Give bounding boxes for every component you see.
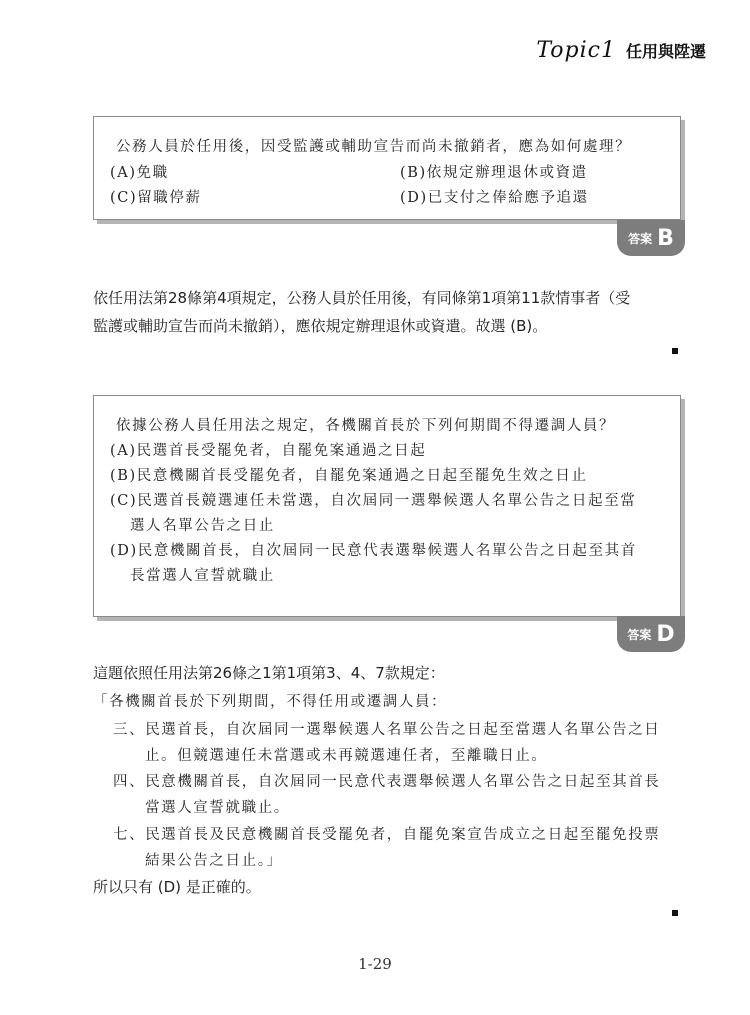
page-number: 1-29 [358,955,392,973]
explanation-1-line-1: 依任用法第28條第4項規定，公務人員於任用後，有同條第1項第11款情事者（受 [93,289,631,307]
law-item-3: 三、民選首長，自次屆同一選舉候選人名單公告之日起至當選人名單公告之日 [113,722,661,738]
question-2-stem: 依據公務人員任用法之規定，各機關首長於下列何期間不得遷調人員？ [116,418,616,434]
law-item-7: 七、民選首長及民意機關首長受罷免者，自罷免案宣告成立之日起至罷免投票 [113,827,661,843]
answer-letter: B [657,225,674,251]
q1-option-c: (C)留職停薪 [110,190,202,206]
q1-option-a: (A)免職 [110,165,169,181]
explanation-2-conclusion: 所以只有 (D) 是正確的。 [93,878,261,896]
q2-option-b: (B)民意機關首長受罷免者，自罷免案通過之日起至罷免生效之日止 [110,468,588,484]
q1-answer-tab [617,220,685,256]
chapter-title: 任用與陞遷 [625,42,706,61]
q1-option-d: (D)已支付之俸給應予追還 [400,190,589,206]
topic-logo: Topic1 [536,38,616,63]
law-item-3-cont: 止。但競選連任未當選或未再競選連任者，至離職日止。 [145,748,548,764]
q2-option-c-cont: 選人名單公告之日止 [130,518,275,534]
question-1-stem: 公務人員於任用後，因受監護或輔助宣告而尚未撤銷者，應為如何處理？ [116,139,632,155]
law-item-4-cont: 當選人宣誓就職止。 [145,800,290,816]
q2-option-c: (C)民選首長競選連任未當選，自次屆同一選舉候選人名單公告之日起至當 [110,493,637,509]
answer-label: 答案 [627,627,652,642]
answer-label: 答案 [628,231,653,246]
end-mark [672,910,678,916]
question-2-box [93,395,681,617]
explanation-1-line-2: 監護或輔助宣告而尚未撤銷），應依規定辦理退休或資遣。故選 (B)。 [93,317,548,335]
q2-option-d: (D)民意機關首長，自次屆同一民意代表選舉候選人名單公告之日起至其首 [110,543,637,559]
law-item-7-cont: 結果公告之日止。」 [145,853,283,869]
law-item-4: 四、民意機關首長，自次屆同一民意代表選舉候選人名單公告之日起至其首長 [113,774,661,790]
q2-option-a: (A)民選首長受罷免者，自罷免案通過之日起 [110,443,427,459]
explanation-2-intro: 這題依照任用法第26條之1第1項第3、4、7款規定： [93,664,445,682]
q1-option-b: (B)依規定辦理退休或資遣 [400,165,588,181]
end-mark [672,348,678,354]
q2-answer-tab [617,616,685,652]
answer-letter: D [656,621,675,647]
q2-option-d-cont: 長當選人宣誓就職止 [130,568,275,584]
question-1-box [93,116,681,220]
page-header [536,38,706,63]
law-quote-open: 「各機關首長於下列期間，不得任用或遷調人員： [93,694,448,710]
